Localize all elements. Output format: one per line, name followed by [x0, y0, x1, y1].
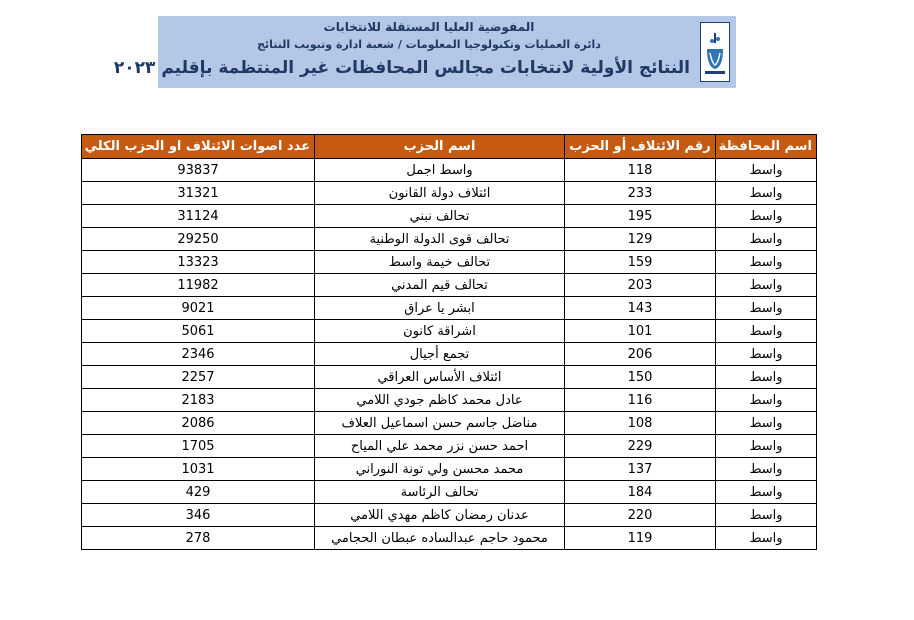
table-row [82, 159, 817, 182]
cell-governorate: واسط [716, 458, 817, 481]
cell-party-name: واسط اجمل [315, 159, 565, 182]
cell-party-name: تحالف قوى الدولة الوطنية [315, 228, 565, 251]
cell-party-name: ائتلاف الأساس العراقي [315, 366, 565, 389]
cell-governorate: واسط [716, 205, 817, 228]
table-row [82, 389, 817, 412]
cell-number: 116 [565, 389, 716, 412]
cell-party-name: مناضل جاسم حسن اسماعيل العلاف [315, 412, 565, 435]
cell-number: 119 [565, 527, 716, 550]
cell-number: 203 [565, 274, 716, 297]
cell-number: 233 [565, 182, 716, 205]
cell-party-name: تحالف نبني [315, 205, 565, 228]
cell-number: 184 [565, 481, 716, 504]
table-row [82, 274, 817, 297]
cell-number: 159 [565, 251, 716, 274]
table-row [82, 320, 817, 343]
cell-votes: 1031 [82, 458, 315, 481]
cell-votes: 31124 [82, 205, 315, 228]
cell-number: 137 [565, 458, 716, 481]
cell-votes: 2257 [82, 366, 315, 389]
cell-number: 229 [565, 435, 716, 458]
cell-number: 220 [565, 504, 716, 527]
cell-votes: 31321 [82, 182, 315, 205]
cell-party-name: تجمع أجيال [315, 343, 565, 366]
commission-name: المفوضية العليا المستقلة للانتخابات [323, 20, 535, 34]
table-row [82, 297, 817, 320]
cell-governorate: واسط [716, 320, 817, 343]
cell-votes: 29250 [82, 228, 315, 251]
cell-governorate: واسط [716, 389, 817, 412]
header-banner [113, 16, 736, 88]
cell-number: 150 [565, 366, 716, 389]
table-row [82, 228, 817, 251]
cell-governorate: واسط [716, 504, 817, 527]
cell-votes: 2183 [82, 389, 315, 412]
cell-number: 143 [565, 297, 716, 320]
table-row [82, 343, 817, 366]
cell-number: 101 [565, 320, 716, 343]
cell-votes: 93837 [82, 159, 315, 182]
table-row [82, 205, 817, 228]
cell-votes: 9021 [82, 297, 315, 320]
table-row [82, 435, 817, 458]
cell-party-name: محمد محسن ولي تونة النوراني [315, 458, 565, 481]
table-row [82, 366, 817, 389]
page-title: النتائج الأولية لانتخابات مجالس المحافظات غير المنتظمة بإقليم ٢٠٢٣ [113, 58, 690, 78]
cell-votes: 11982 [82, 274, 315, 297]
cell-party-name: محمود حاجم عبدالساده عبطان الحجامي [315, 527, 565, 550]
cell-number: 118 [565, 159, 716, 182]
cell-votes: 278 [82, 527, 315, 550]
cell-governorate: واسط [716, 159, 817, 182]
table-row [82, 504, 817, 527]
cell-governorate: واسط [716, 251, 817, 274]
cell-number: 108 [565, 412, 716, 435]
results-table [81, 134, 817, 550]
cell-votes: 429 [82, 481, 315, 504]
cell-number: 195 [565, 205, 716, 228]
table-row [82, 182, 817, 205]
cell-party-name: تحالف الرئاسة [315, 481, 565, 504]
cell-votes: 13323 [82, 251, 315, 274]
cell-votes: 1705 [82, 435, 315, 458]
cell-governorate: واسط [716, 412, 817, 435]
cell-governorate: واسط [716, 343, 817, 366]
cell-party-name: عدنان رمضان كاظم مهدي اللامي [315, 504, 565, 527]
cell-party-name: ابشر يا عراق [315, 297, 565, 320]
cell-governorate: واسط [716, 366, 817, 389]
cell-party-name: احمد حسن نزر محمد علي المياح [315, 435, 565, 458]
cell-governorate: واسط [716, 435, 817, 458]
table-row [82, 481, 817, 504]
header-party-name: اسم الحزب [315, 135, 565, 159]
table-header-row [82, 135, 817, 159]
cell-votes: 2346 [82, 343, 315, 366]
table-row [82, 458, 817, 481]
cell-votes: 5061 [82, 320, 315, 343]
cell-party-name: عادل محمد كاظم جودي اللامي [315, 389, 565, 412]
cell-governorate: واسط [716, 274, 817, 297]
header-votes: عدد اصوات الائتلاف او الحزب الكلي [82, 135, 315, 159]
header-governorate: اسم المحافظة [716, 135, 817, 159]
cell-party-name: ائتلاف دولة القانون [315, 182, 565, 205]
cell-governorate: واسط [716, 481, 817, 504]
cell-party-name: اشراقة كانون [315, 320, 565, 343]
cell-number: 129 [565, 228, 716, 251]
table-row [82, 527, 817, 550]
cell-votes: 346 [82, 504, 315, 527]
department-name: دائرة العمليات وتكنولوجيا المعلومات / شعبة ادارة وتبويب النتائج [257, 38, 601, 51]
cell-governorate: واسط [716, 182, 817, 205]
cell-governorate: واسط [716, 297, 817, 320]
ihec-logo-icon [700, 22, 730, 82]
cell-governorate: واسط [716, 228, 817, 251]
cell-party-name: تحالف قيم المدني [315, 274, 565, 297]
table-row [82, 412, 817, 435]
cell-votes: 2086 [82, 412, 315, 435]
cell-number: 206 [565, 343, 716, 366]
cell-party-name: تحالف خيمة واسط [315, 251, 565, 274]
header-number: رقم الائتلاف أو الحزب [565, 135, 716, 159]
table-row [82, 251, 817, 274]
cell-governorate: واسط [716, 527, 817, 550]
